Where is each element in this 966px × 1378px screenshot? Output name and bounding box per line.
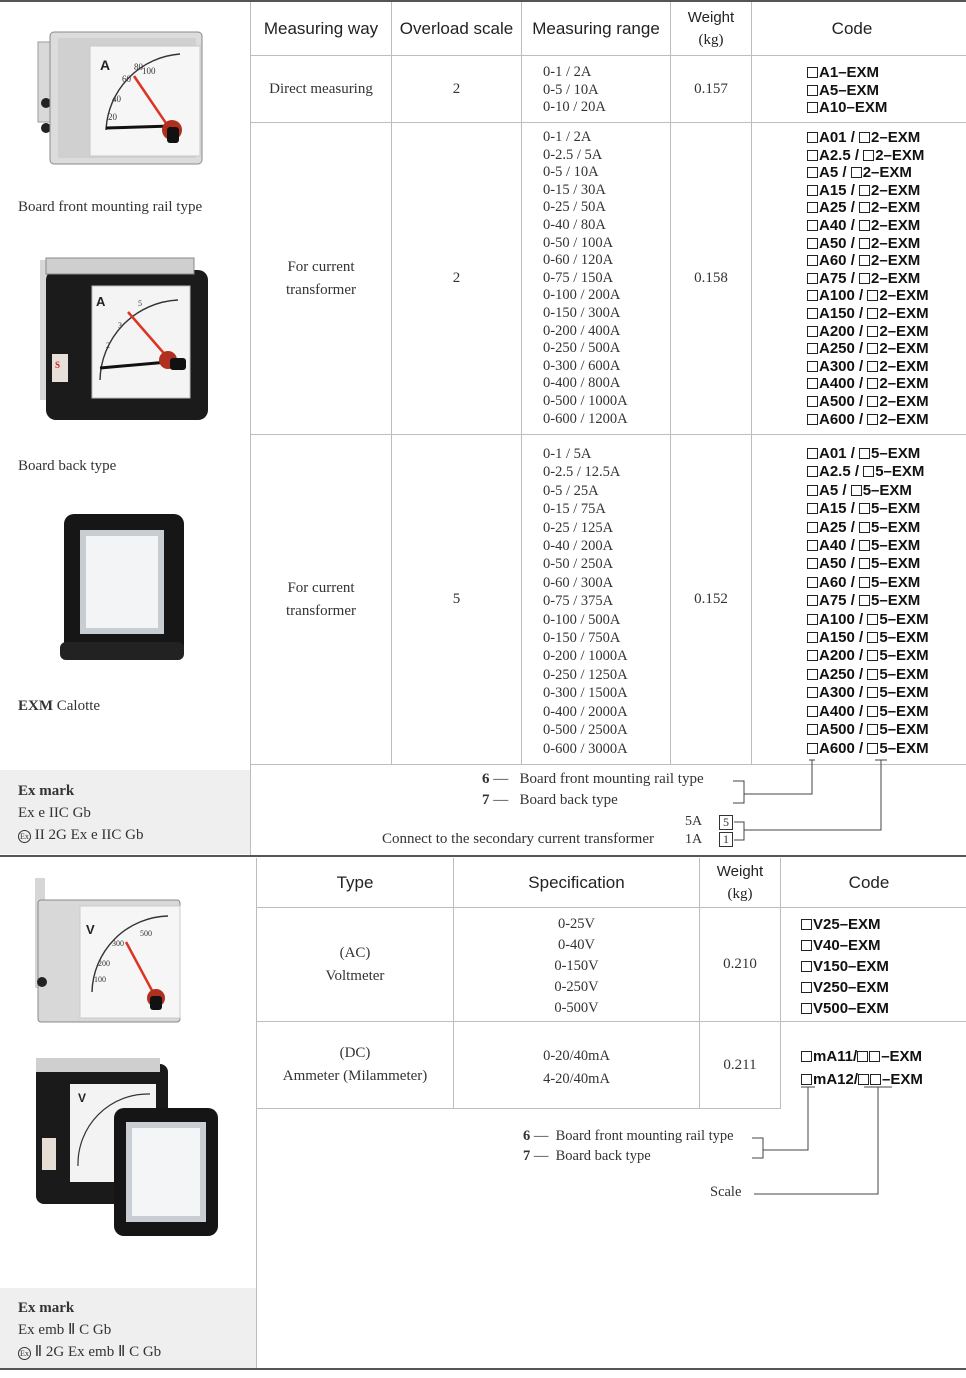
row3-overload: 5: [452, 591, 461, 607]
range-item: 0-5 / 10A: [543, 164, 599, 181]
range-item: 0-2.5 / 5A: [543, 146, 603, 163]
code-entry: A300 / 5–EXM: [807, 684, 929, 702]
code-entry: A600 / 5–EXM: [807, 740, 929, 758]
legend1-item-6: 6 — Board front mounting rail type: [482, 771, 704, 787]
code-entry: A150 / 5–EXM: [807, 629, 929, 647]
range-item: 0-150 / 300A: [543, 304, 621, 321]
svg-text:100: 100: [142, 66, 156, 76]
range-item: 0-1 / 5A: [543, 446, 592, 462]
svg-text:A: A: [100, 57, 111, 73]
svg-text:20: 20: [108, 112, 117, 122]
code-entry: A01 / 2–EXM: [807, 129, 929, 147]
range-item: 0-15 / 30A: [543, 181, 606, 198]
range-item: 0-600 / 3000A: [543, 740, 628, 757]
range-item: 0-40 / 80A: [543, 216, 606, 233]
svg-text:40: 40: [112, 94, 121, 104]
code-entry: A300 / 2–EXM: [807, 358, 929, 376]
code-entry: A600 / 2–EXM: [807, 411, 929, 429]
code-entry: A500 / 5–EXM: [807, 721, 929, 739]
range-item: 0-25 / 125A: [543, 519, 614, 536]
ex-logo-icon: Ex: [18, 830, 31, 843]
range-item: 0-100 / 200A: [543, 287, 621, 304]
code-entry: A250 / 2–EXM: [807, 340, 929, 358]
legend1-box-5: 5: [719, 815, 733, 830]
range-item: 0-75 / 150A: [543, 269, 614, 286]
svg-text:100: 100: [94, 975, 106, 984]
legend2-item-7: 7 — Board back type: [523, 1148, 651, 1164]
code-entry: A250 / 5–EXM: [807, 666, 929, 684]
svg-text:V: V: [86, 922, 95, 937]
range-item: 0-50 / 100A: [543, 234, 614, 251]
range-item: 0-2.5 / 12.5A: [543, 464, 621, 481]
ex-mark-line1: Ex e IIC Gb: [18, 805, 91, 821]
code-entry: A40 / 2–EXM: [807, 217, 929, 235]
ex-mark-title: Ex mark: [18, 1300, 75, 1316]
caption-calotte: EXM Calotte: [18, 698, 101, 714]
code-entry: A2.5 / 5–EXM: [807, 463, 929, 481]
range-item: 0-60 / 120A: [543, 252, 614, 269]
voltmeter-codes: V25–EXM V40–EXM V150–EXM V250–EXM V500–EXM: [801, 914, 889, 1019]
range-item: 0-400 / 2000A: [543, 703, 628, 720]
svg-text:V: V: [78, 1091, 87, 1105]
ex-mark-line2: Ⅱ 2G Ex emb Ⅱ C Gb: [34, 1344, 162, 1360]
svg-text:S: S: [55, 360, 61, 370]
legend1-1a: 1A: [685, 832, 703, 847]
range-item: 0-250 / 500A: [543, 340, 621, 357]
legend2-scale: Scale: [710, 1184, 742, 1200]
header-code-2: Code: [848, 872, 890, 892]
code-entry: A01 / 5–EXM: [807, 445, 929, 463]
range-item: 0-40 / 200A: [543, 538, 614, 555]
svg-text:60: 60: [122, 74, 131, 84]
header-code: Code: [831, 18, 873, 38]
range-item: 0-500 / 2500A: [543, 722, 628, 739]
range-item: 0-5 / 25A: [543, 482, 599, 499]
ammeter-weight: 0.211: [723, 1056, 757, 1073]
row1-codes: A1–EXM A5–EXM A10–EXM: [807, 64, 887, 117]
range-item: 0-75 / 375A: [543, 593, 614, 610]
code-entry: A200 / 5–EXM: [807, 647, 929, 665]
row1-way: Direct measuring: [269, 80, 373, 97]
range-item: 0-150 / 750A: [543, 630, 621, 647]
code-entry: A25 / 2–EXM: [807, 199, 929, 217]
voltmeter-type: (AC) Voltmeter: [325, 944, 385, 984]
row2-overload: 2: [452, 270, 461, 286]
ammeter-specs: 0-20/40mA 4-20/40mA: [543, 1048, 610, 1087]
range-item: 0-100 / 500A: [543, 611, 621, 628]
caption-front-mount: Board front mounting rail type: [18, 199, 203, 215]
range-item: 0-500 / 1000A: [543, 392, 628, 409]
header-weight: Weight (kg): [687, 9, 735, 48]
range-item: 0-250 / 1250A: [543, 666, 628, 683]
row3-way: For current transformer: [286, 579, 356, 619]
svg-text:200: 200: [98, 959, 110, 968]
header-specification: Specification: [528, 872, 625, 892]
code-entry: A60 / 5–EXM: [807, 574, 929, 592]
range-item: 0-400 / 800A: [543, 375, 621, 392]
code-entry: A75 / 5–EXM: [807, 592, 929, 610]
range-item: 0-15 / 75A: [543, 501, 606, 518]
row2-way: For current transformer: [286, 258, 356, 298]
caption-back-type: Board back type: [18, 458, 117, 474]
code-entry: A50 / 5–EXM: [807, 555, 929, 573]
range-item: 0-60 / 300A: [543, 574, 614, 591]
code-entry: A100 / 5–EXM: [807, 611, 929, 629]
code-entry: A25 / 5–EXM: [807, 519, 929, 537]
code-entry: A100 / 2–EXM: [807, 287, 929, 305]
header-type: Type: [336, 872, 374, 892]
range-item: 0-50 / 250A: [543, 556, 614, 573]
code-entry: A60 / 2–EXM: [807, 252, 929, 270]
legend2-item-6: 6 — Board front mounting rail type: [523, 1128, 734, 1144]
range-item: 0-300 / 600A: [543, 357, 621, 374]
legend1-item-7: 7 — Board back type: [482, 792, 618, 808]
svg-text:500: 500: [140, 929, 152, 938]
legend1-connect: Connect to the secondary current transformer: [382, 831, 654, 847]
ammeter-codes: mA11/ –EXM mA12/ –EXM: [801, 1045, 923, 1091]
svg-text:5: 5: [138, 299, 142, 308]
code-entry: A40 / 5–EXM: [807, 537, 929, 555]
svg-text:A: A: [96, 294, 106, 309]
svg-text:3: 3: [118, 321, 122, 330]
code-entry: A15 / 2–EXM: [807, 182, 929, 200]
code-entry: A500 / 2–EXM: [807, 393, 929, 411]
range-item: 0-200 / 400A: [543, 322, 621, 339]
svg-text:2: 2: [106, 341, 110, 350]
ex-mark-line2: II 2G Ex e IIC Gb: [34, 827, 144, 843]
code-entry: A15 / 5–EXM: [807, 500, 929, 518]
row1-ranges: 0-1 / 2A 0-5 / 10A 0-10 / 20A: [543, 64, 606, 116]
ex-mark-title: Ex mark: [18, 783, 75, 799]
legend1-5a: 5A: [685, 814, 703, 829]
code-entry: A200 / 2–EXM: [807, 323, 929, 341]
voltmeter-weight: 0.210: [723, 956, 757, 972]
row3-weight: 0.152: [694, 591, 728, 607]
code-entry: A5 / 5–EXM: [807, 482, 929, 500]
row1-overload: 2: [452, 80, 461, 97]
header-measuring-way: Measuring way: [263, 18, 379, 38]
voltmeter-specs: 0-25V 0-40V 0-150V 0-250V 0-500V: [554, 916, 599, 1016]
code-entry: A400 / 5–EXM: [807, 703, 929, 721]
code-entry: A2.5 / 2–EXM: [807, 147, 929, 165]
svg-text:300: 300: [112, 939, 124, 948]
range-item: 0-25 / 50A: [543, 199, 606, 216]
range-item: 0-300 / 1500A: [543, 685, 628, 702]
svg-text:80: 80: [134, 62, 143, 72]
header-measuring-range: Measuring range: [532, 18, 660, 38]
range-item: 0-1 / 2A: [543, 129, 592, 145]
code-entry: A75 / 2–EXM: [807, 270, 929, 288]
code-entry: A400 / 2–EXM: [807, 375, 929, 393]
ex-logo-icon: Ex: [18, 1347, 31, 1360]
header-weight-2: Weight (kg): [716, 863, 764, 902]
bottom-rule: [0, 1368, 966, 1370]
range-item: 0-200 / 1000A: [543, 648, 628, 665]
ammeter-type: (DC) Ammeter (Milammeter): [282, 1045, 428, 1084]
header-overload-scale: Overload scale: [399, 18, 514, 38]
ex-mark-line1: Ex emb Ⅱ C Gb: [18, 1322, 112, 1338]
row2-weight: 0.158: [694, 270, 728, 286]
range-item: 0-600 / 1200A: [543, 410, 628, 427]
code-entry: A50 / 2–EXM: [807, 235, 929, 253]
code-entry: A150 / 2–EXM: [807, 305, 929, 323]
code-entry: A5 / 2–EXM: [807, 164, 929, 182]
legend1-box-1: 1: [719, 832, 733, 847]
row1-weight: 0.157: [694, 80, 728, 97]
